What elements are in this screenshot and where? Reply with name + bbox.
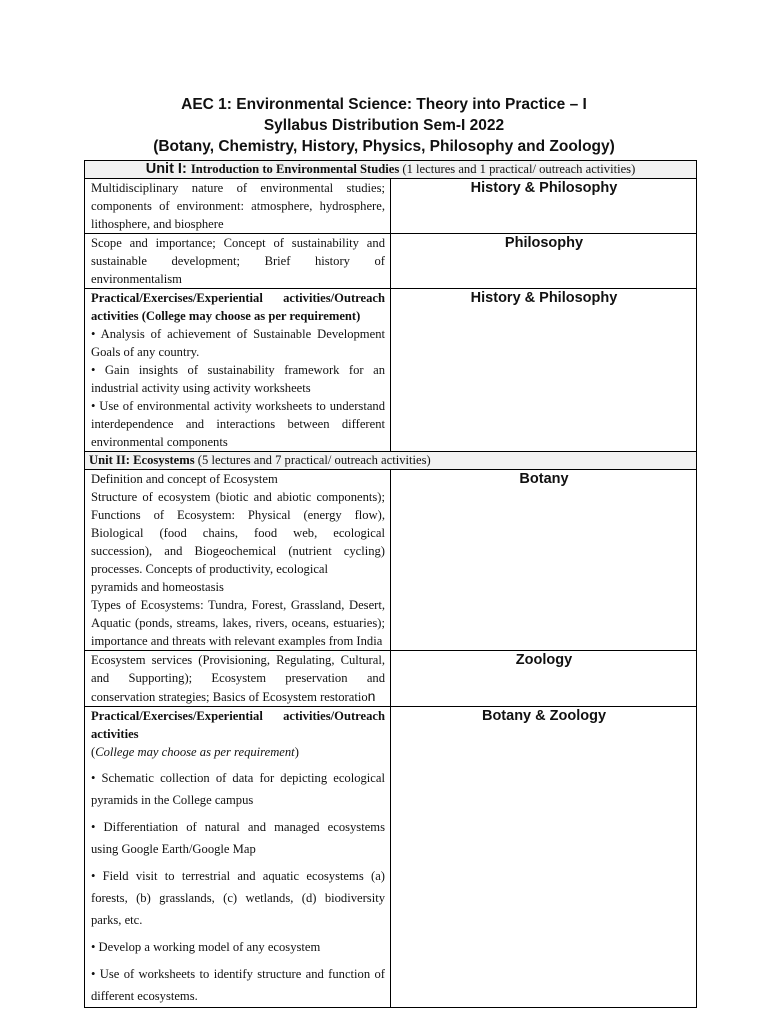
practical-heading: Practical/Exercises/Experiential activities/Outreach activities (College may choose as per requirement) <box>91 291 385 323</box>
department-cell: Botany & Zoology <box>391 707 697 1008</box>
department-cell: Zoology <box>391 651 697 707</box>
topic-line: Definition and concept of Ecosystem <box>91 472 278 486</box>
department-cell: History & Philosophy <box>391 179 697 234</box>
practical-item: • Gain insights of sustainability framework for an industrial activity using activity worksheets <box>91 363 385 395</box>
practical-item: • Differentiation of natural and managed ecosystems using Google Earth/Google Map <box>91 820 385 856</box>
practical-item: • Develop a working model of any ecosystem <box>91 940 321 954</box>
department-cell: Philosophy <box>391 234 697 289</box>
unit-2-header <box>85 452 697 470</box>
unit-1-title: Introduction to Environmental Studies <box>190 162 400 176</box>
topic-cell <box>85 470 391 651</box>
unit-2-title: Unit II: Ecosystems <box>89 453 195 467</box>
syllabus-table <box>84 160 697 1008</box>
practical-item: • Field visit to terrestrial and aquatic ecosystems (a) forests, (b) grasslands, (c) wetlands, (d) biodiversity parks, etc. <box>91 869 385 927</box>
topic-line: Structure of ecosystem (biotic and abiotic components); Functions of Ecosystem: Physical (energy flow), Biological (food chains, food web, ecological succession), and Biogeochemical (nutrient cycling) processes. Concepts of productivity, ecological <box>91 490 385 576</box>
practical-heading: Practical/Exercises/Experiential activities/Outreach activities <box>91 709 385 741</box>
unit-1-label: Unit I: <box>145 161 191 177</box>
table-row <box>85 179 697 234</box>
topic-text-tail: n <box>367 688 376 704</box>
document-header <box>0 94 768 157</box>
practical-row <box>85 289 697 452</box>
topic-cell: Multidisciplinary nature of environmental studies; components of environment: atmosphere, hydrosphere, lithosphere, and biosphere <box>85 179 391 234</box>
unit-1-header <box>85 161 697 179</box>
syllabus-subtitle: Syllabus Distribution Sem-I 2022 <box>263 117 505 134</box>
unit-2-header-row <box>85 452 697 470</box>
practical-item: • Use of worksheets to identify structure and function of different ecosystems. <box>91 967 385 1003</box>
practical-row <box>85 707 697 1008</box>
course-title: AEC 1: Environmental Science: Theory into Practice – I <box>181 96 587 113</box>
unit-1-hours: (1 lectures and 1 practical/ outreach activities) <box>399 162 636 176</box>
topic-line: pyramids and homeostasis <box>91 580 224 594</box>
departments-line: (Botany, Chemistry, History, Physics, Philosophy and Zoology) <box>153 138 615 155</box>
topic-text: Ecosystem services (Provisioning, Regulating, Cultural, and Supporting); Ecosystem preservation and conservation strategies; Basics of Ecosystem restoratio <box>91 653 385 704</box>
practical-note: (College may choose as per requirement) <box>91 745 299 759</box>
table-row <box>85 234 697 289</box>
practical-item: • Analysis of achievement of Sustainable Development Goals of any country. <box>91 327 385 359</box>
unit-1-header-row <box>85 161 697 179</box>
table-row <box>85 651 697 707</box>
topic-cell <box>85 651 391 707</box>
department-cell: History & Philosophy <box>391 289 697 452</box>
practical-item: • Use of environmental activity worksheets to understand interdependence and interactions between different environmental components <box>91 399 385 449</box>
topic-line: Types of Ecosystems: Tundra, Forest, Grassland, Desert, Aquatic (ponds, streams, lakes, rivers, oceans, estuaries); importance and threats with relevant examples from India <box>91 598 385 648</box>
table-row <box>85 470 697 651</box>
unit-2-hours: (5 lectures and 7 practical/ outreach activities) <box>194 453 431 467</box>
practical-cell <box>85 707 391 1008</box>
department-cell: Botany <box>391 470 697 651</box>
practical-item: • Schematic collection of data for depicting ecological pyramids in the College campus <box>91 771 385 807</box>
practical-cell <box>85 289 391 452</box>
topic-cell: Scope and importance; Concept of sustainability and sustainable development; Brief history of environmentalism <box>85 234 391 289</box>
